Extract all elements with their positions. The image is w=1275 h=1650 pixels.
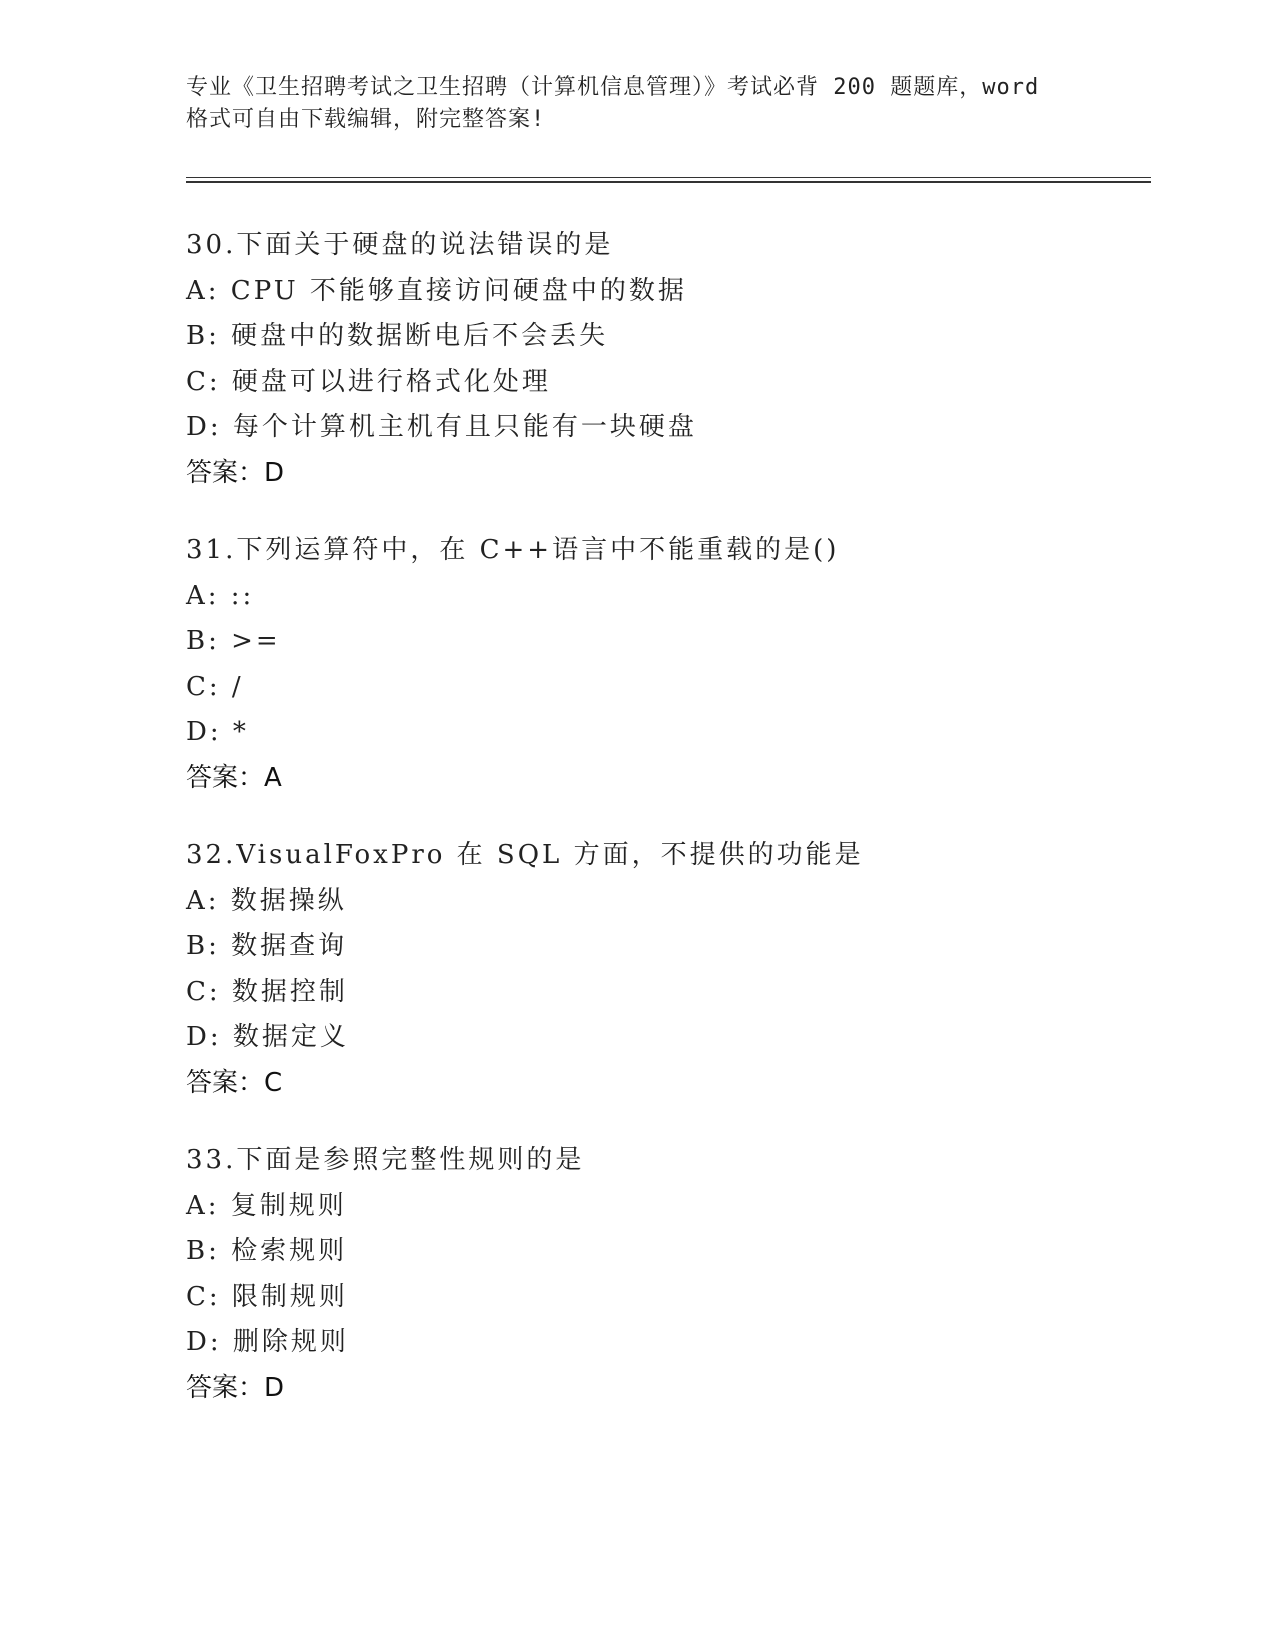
question-stem: 31.下列运算符中，在 C++语言中不能重载的是(): [186, 535, 840, 565]
option-a: A: ::: [186, 580, 255, 611]
option-c: C: 数据控制: [186, 976, 348, 1007]
option-d: D: 删除规则: [186, 1327, 349, 1357]
option-c: C: /: [186, 671, 244, 702]
question-block: [186, 528, 1086, 801]
answer-line: 答案：C: [186, 1067, 283, 1098]
option-b: B: 数据查询: [186, 931, 348, 961]
option-b: B: 检索规则: [186, 1236, 348, 1266]
header-divider: [186, 177, 1151, 183]
question-block: [186, 223, 1086, 496]
option-c: C: 硬盘可以进行格式化处理: [186, 366, 551, 397]
question-stem: 33.下面是参照完整性规则的是: [186, 1145, 585, 1175]
header-line-2: 格式可自由下载编辑，附完整答案!: [186, 107, 546, 132]
header-line-1: 专业《卫生招聘考试之卫生招聘（计算机信息管理）》考试必背 200 题题库，word: [186, 75, 1040, 100]
question-stem: 30.下面关于硬盘的说法错误的是: [186, 230, 614, 260]
option-b: B: >=: [186, 626, 281, 656]
question-stem: 32.VisualFoxPro 在 SQL 方面，不提供的功能是: [186, 840, 864, 870]
option-a: A: CPU 不能够直接访问硬盘中的数据: [186, 275, 687, 306]
question-block: [186, 833, 1086, 1106]
option-a: A: 复制规则: [186, 1190, 347, 1221]
answer-line: 答案：D: [186, 1372, 285, 1403]
option-d: D: 数据定义: [186, 1022, 349, 1052]
option-a: A: 数据操纵: [186, 885, 347, 916]
document-header: [186, 72, 1086, 136]
option-d: D: *: [186, 717, 249, 747]
option-b: B: 硬盘中的数据断电后不会丢失: [186, 321, 609, 351]
question-block: [186, 1138, 1086, 1411]
option-d: D: 每个计算机主机有且只能有一块硬盘: [186, 412, 697, 442]
answer-line: 答案：D: [186, 457, 285, 488]
answer-line: 答案：A: [186, 762, 282, 793]
option-c: C: 限制规则: [186, 1281, 348, 1312]
